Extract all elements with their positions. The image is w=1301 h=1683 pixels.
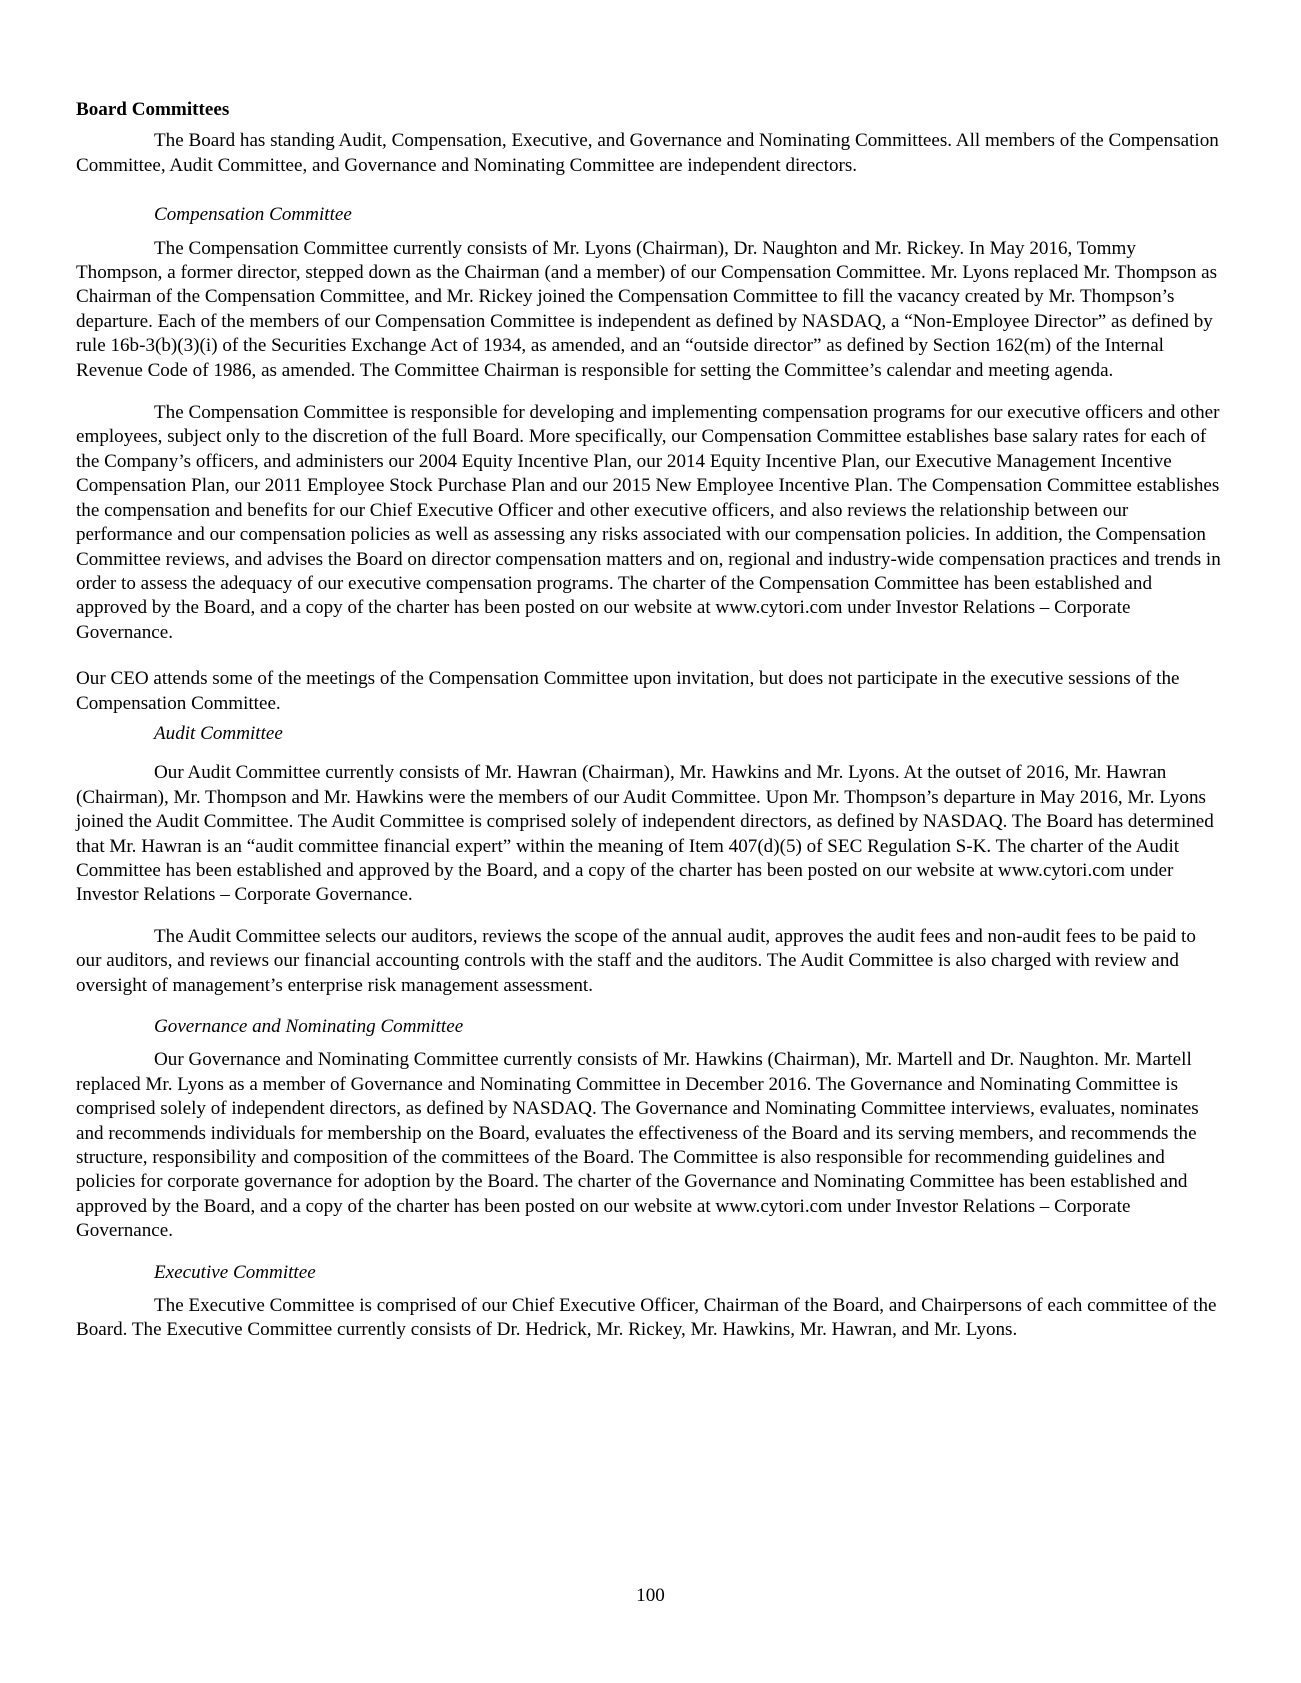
document-page (76, 98, 1226, 1343)
compensation-paragraph-3: Our CEO attends some of the meetings of the Compensation Committee upon invitation, but does not participate in the executive sessions of the Compensation Committee. (76, 668, 1180, 714)
compensation-paragraph-1: The Compensation Committee currently consists of Mr. Lyons (Chairman), Dr. Naughton and Mr. Rickey. In May 2016, Tommy Thompson, a former director, stepped down as the Chairman (and a member) of our Compensation Committee. Mr. Lyons replaced Mr. Thompson as Chairman of the Compensation Committee, and Mr. Rickey joined the Compensation Committee to fill the vacancy created by Mr. Thompson’s departure. Each of the members of our Compensation Committee is independent as defined by NASDAQ, a “Non-Employee Director” as defined by rule 16b-3(b)(3)(i) of the Securities Exchange Act of 1934, as amended, and an “outside director” as defined by Section 162(m) of the Internal Revenue Code of 1986, as amended. The Committee Chairman is responsible for setting the Committee’s calendar and meeting agenda. (76, 237, 1218, 381)
executive-committee-title: Executive Committee (154, 1261, 316, 1283)
intro-paragraph: The Board has standing Audit, Compensation, Executive, and Governance and Nominating Committees. All members of the Compensation Committee, Audit Committee, and Governance and Nominating Committee are independent directors. (76, 130, 1219, 176)
audit-paragraph-2: The Audit Committee selects our auditors, reviews the scope of the annual audit, approves the audit fees and non-audit fees to be paid to our auditors, and reviews our financial accounting controls with the staff and the auditors. The Audit Committee is also charged with review and oversight of management’s enterprise risk management assessment. (76, 925, 1196, 996)
page-number: 100 (636, 1585, 665, 1606)
executive-paragraph-1: The Executive Committee is comprised of our Chief Executive Officer, Chairman of the Board, and Chairpersons of each committee of the Board. The Executive Committee currently consists of Dr. Hedrick, Mr. Rickey, Mr. Hawkins, Mr. Hawran, and Mr. Lyons. (76, 1295, 1217, 1341)
audit-paragraph-1: Our Audit Committee currently consists of Mr. Hawran (Chairman), Mr. Hawkins and Mr. Lyons. At the outset of 2016, Mr. Hawran (Chairman), Mr. Thompson and Mr. Hawkins were the members of our Audit Committee. Upon Mr. Thompson’s departure in May 2016, Mr. Lyons joined the Audit Committee. The Audit Committee is comprised solely of independent directors, as defined by NASDAQ. The Board has determined that Mr. Hawran is an “audit committee financial expert” within the meaning of Item 407(d)(5) of SEC Regulation S-K. The charter of the Audit Committee has been established and approved by the Board, and a copy of the charter has been posted on our website at www.cytori.com under Investor Relations – Corporate Governance. (76, 762, 1214, 906)
compensation-paragraph-2: The Compensation Committee is responsible for developing and implementing compensation programs for our executive officers and other employees, subject only to the discretion of the full Board. More specifically, our Compensation Committee establishes base salary rates for each of the Company’s officers, and administers our 2004 Equity Incentive Plan, our 2014 Equity Incentive Plan, our Executive Management Incentive Compensation Plan, our 2011 Employee Stock Purchase Plan and our 2015 New Employee Incentive Plan. The Compensation Committee establishes the compensation and benefits for our Chief Executive Officer and other executive officers, and also reviews the relationship between our performance and our compensation policies as well as assessing any risks associated with our compensation policies. In addition, the Compensation Committee reviews, and advises the Board on director compensation matters and on, regional and industry-wide compensation practices and trends in order to assess the adequacy of our executive compensation programs. The charter of the Compensation Committee has been established and approved by the Board, and a copy of the charter has been posted on our website at www.cytori.com under Investor Relations – Corporate Governance. (76, 402, 1221, 643)
compensation-committee-title: Compensation Committee (154, 204, 352, 226)
section-heading: Board Committees (76, 99, 230, 120)
governance-paragraph-1: Our Governance and Nominating Committee currently consists of Mr. Hawkins (Chairman), Mr. Martell and Dr. Naughton. Mr. Martell replaced Mr. Lyons as a member of Governance and Nominating Committee in December 2016. The Governance and Nominating Committee is comprised solely of independent directors, as defined by NASDAQ. The Governance and Nominating Committee interviews, evaluates, nominates and recommends individuals for membership on the Board, evaluates the effectiveness of the Board and its serving members, and recommends the structure, responsibility and composition of the committees of the Board. The Committee is also responsible for recommending guidelines and policies for corporate governance for adoption by the Board. The charter of the Governance and Nominating Committee has been established and approved by the Board, and a copy of the charter has been posted on our website at www.cytori.com under Investor Relations – Corporate Governance. (76, 1049, 1199, 1242)
audit-committee-title: Audit Committee (154, 722, 283, 744)
governance-committee-title: Governance and Nominating Committee (154, 1016, 464, 1037)
